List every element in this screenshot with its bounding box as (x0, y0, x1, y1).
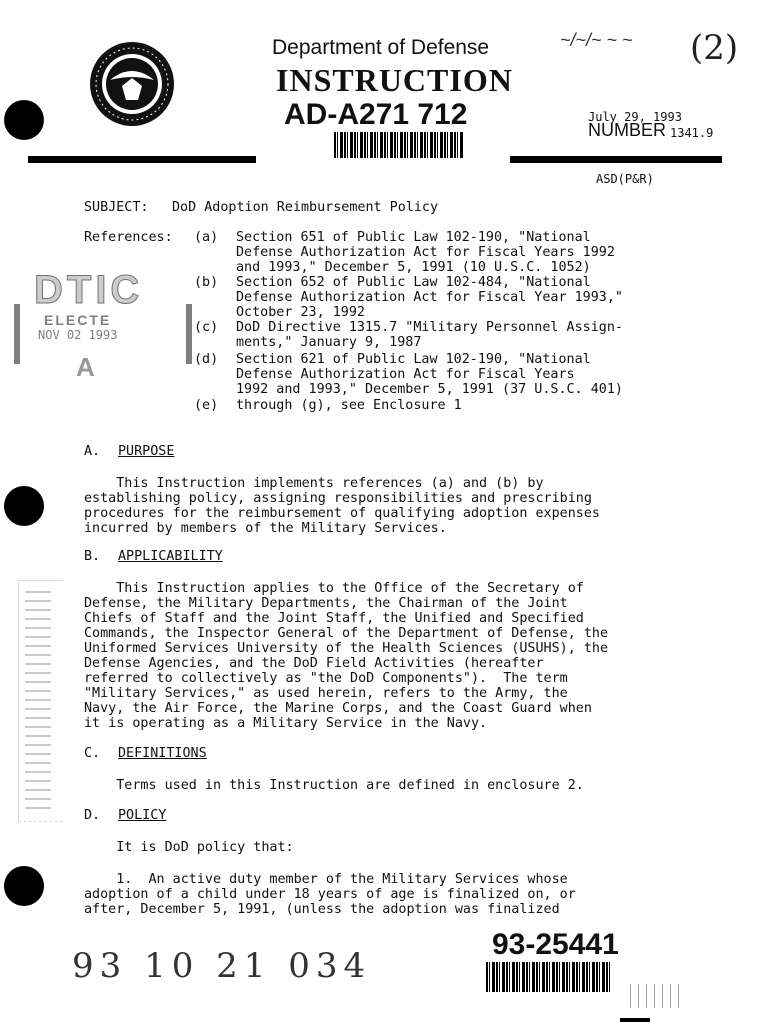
header-rule-right (510, 156, 722, 163)
stamp-letters: DTIC (34, 268, 144, 312)
dod-seal-icon (88, 40, 176, 128)
paragraph-line: "Military Services," as used herein, refers to the Army, the (84, 686, 568, 701)
reference-line: Section 651 of Public Law 102-190, "National (236, 230, 591, 245)
paragraph-line: Navy, the Air Force, the Marine Corps, and the Coast Guard when (84, 701, 592, 716)
document-type: INSTRUCTION (276, 62, 513, 98)
header-rule-left (28, 156, 256, 163)
agency-name: Department of Defense (272, 36, 490, 59)
section-letter: C. (84, 746, 101, 761)
number-label: NUMBER (588, 120, 667, 140)
reference-line: Section 652 of Public Law 102-484, "National (236, 275, 591, 290)
stamp-bracket-left-icon (14, 304, 32, 364)
stamp-line: ELECTE (44, 312, 112, 328)
reference-key: (e) (194, 398, 219, 413)
reference-line: and 1993," December 5, 1991 (10 U.S.C. 1052) (236, 260, 591, 275)
paragraph-line: procedures for the reimbursement of qualifying adoption expenses (84, 506, 600, 521)
reference-line: Defense Authorization Act for Fiscal Year 1993," (236, 290, 623, 305)
reference-line: through (g), see Enclosure 1 (236, 398, 462, 413)
margin-stamp (18, 580, 63, 822)
document-number: 93-25441 (492, 928, 619, 961)
hole-punch (4, 100, 44, 140)
section-title: APPLICABILITY (118, 549, 223, 564)
section-letter: B. (84, 549, 101, 564)
paragraph-line: establishing policy, assigning responsibilities and prescribing (84, 491, 592, 506)
paragraph-line: it is operating as a Military Service in the Navy. (84, 716, 488, 731)
hole-punch (4, 486, 44, 526)
section-title: DEFINITIONS (118, 746, 207, 761)
document-barcode (486, 962, 612, 992)
reference-line: Section 621 of Public Law 102-190, "National (236, 352, 591, 367)
stamp-line: A (76, 352, 95, 382)
paragraph-line: incurred by members of the Military Services. (84, 521, 447, 536)
reference-line: Defense Authorization Act for Fiscal Years (236, 367, 575, 382)
subject-label: SUBJECT: (84, 200, 149, 215)
handwritten-note: ~/~/~ ~ ~ (560, 30, 633, 50)
paragraph-line: This Instruction implements references (a) and (b) by (84, 476, 544, 491)
accession-barcode (334, 132, 464, 158)
paragraph-line: after, December 5, 1991, (unless the adoption was finalized (84, 902, 560, 917)
paragraph-line: It is DoD policy that: (84, 840, 294, 855)
reference-line: 1992 and 1993," December 5, 1991 (37 U.S.C. 401) (236, 382, 623, 397)
stamp-line: NOV 02 1993 (38, 328, 118, 342)
reference-key: (a) (194, 230, 219, 245)
instruction-number: 1341.9 (670, 126, 714, 140)
paragraph-line: Commands, the Inspector General of the Department of Defense, the (84, 626, 609, 641)
accession-number: AD-A271 712 (284, 98, 468, 131)
reference-key: (b) (194, 275, 219, 290)
paragraph-line: 1. An active duty member of the Military Services whose (84, 872, 568, 887)
reference-line: October 23, 1992 (236, 305, 365, 320)
references-label: References: (84, 230, 173, 245)
instruction-date: July 29, 1993 (588, 110, 682, 124)
reference-key: (d) (194, 352, 219, 367)
paragraph-line: Terms used in this Instruction are defined in enclosure 2. (84, 778, 584, 793)
dtic-stamp (14, 268, 190, 398)
hole-punch (4, 866, 44, 906)
paragraph-line: This Instruction applies to the Office of the Secretary of (84, 581, 584, 596)
handwritten-mark (630, 984, 680, 1008)
reference-line: ments," January 9, 1987 (236, 335, 422, 350)
reference-key: (c) (194, 320, 219, 335)
reference-line: DoD Directive 1315.7 "Military Personnel Assign- (236, 320, 623, 335)
paragraph-line: Chiefs of Staff and the Joint Staff, the Unified and Specified (84, 611, 584, 626)
paragraph-line: adoption of a child under 18 years of age is finalized on, or (84, 887, 576, 902)
section-title: POLICY (118, 808, 167, 823)
paragraph-line: Defense, the Military Departments, the Chairman of the Joint (84, 596, 568, 611)
handwritten-corner-number: (2) (690, 28, 739, 68)
office-code: ASD(P&R) (596, 172, 654, 186)
control-number: 93 10 21 034 (72, 946, 372, 986)
subject-text: DoD Adoption Reimbursement Policy (172, 200, 439, 215)
paragraph-line: referred to collectively as "the DoD Components"). The term (84, 671, 568, 686)
section-letter: D. (84, 808, 101, 823)
section-title: PURPOSE (118, 444, 175, 459)
section-letter: A. (84, 444, 101, 459)
bottom-edge-mark (620, 1018, 650, 1022)
stamp-bracket-right-icon (174, 304, 192, 364)
paragraph-line: Defense Agencies, and the DoD Field Activities (hereafter (84, 656, 544, 671)
margin-stamp-marks-icon (25, 591, 51, 811)
reference-line: Defense Authorization Act for Fiscal Years 1992 (236, 245, 615, 260)
paragraph-line: Uniformed Services University of the Health Sciences (USUHS), the (84, 641, 609, 656)
